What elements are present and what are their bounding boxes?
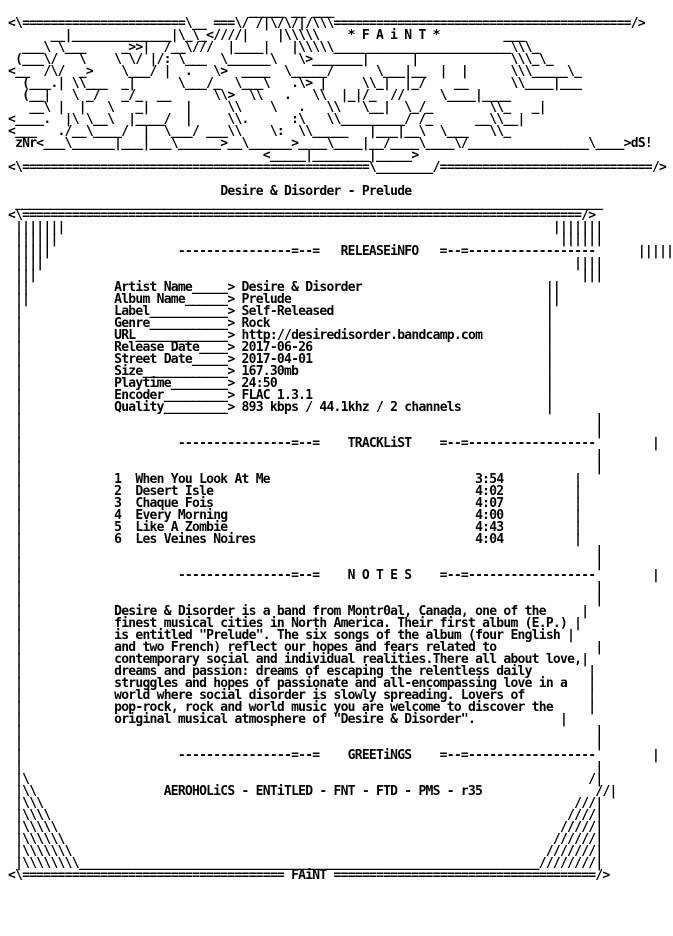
track-time: 4:02 xyxy=(475,484,504,499)
greetings-line: AEROHOLiCS - ENTiTLED - FNT - FTD - PMS - r35 xyxy=(163,784,483,799)
notes-line: and two French) reflect our hopes and fears related to xyxy=(114,640,497,655)
track-title: Chaque Fois xyxy=(135,496,214,511)
tracklist-header: ----------------=--= TRACKLiST =--=------------------ xyxy=(114,436,596,451)
release-info-row: Artist Name_____> xyxy=(114,280,235,295)
release-info-value: 2017-04-01 xyxy=(241,352,313,367)
notes-line: original musical atmosphere of "Desire & Disorder". xyxy=(114,712,476,727)
track-title: Les Veines Noires xyxy=(135,532,256,547)
release-info-row: Genre___________> xyxy=(114,316,235,331)
notes-line: finest musical cities in North America. Their first album (E.P.) xyxy=(114,616,568,631)
release-info-value: FLAC 1.3.1 xyxy=(241,388,313,403)
release-info-value: 24:50 xyxy=(241,376,277,391)
notes-line: pop-rock, rock and world music you are welcome to discover the xyxy=(114,700,553,715)
track-number: 5 xyxy=(114,520,122,535)
track-time: 4:00 xyxy=(475,508,504,523)
release-info-value: Self-Released xyxy=(241,304,334,319)
notes-line: world where social disorder is slowly spreading. Lovers of xyxy=(114,688,525,703)
track-time: 4:07 xyxy=(475,496,504,511)
release-info-row: Quality_________> xyxy=(114,400,235,415)
release-info-row: URL_____________> xyxy=(114,328,235,343)
release-info-value: Desire & Disorder xyxy=(241,280,362,295)
track-title: Desert Isle xyxy=(135,484,214,499)
notes-line: Desire & Disorder is a band from Montr0al, Canada, one of the xyxy=(114,604,546,619)
release-info-row: Release Date____> xyxy=(114,340,235,355)
release-info-row: Street Date_____> xyxy=(114,352,235,367)
track-number: 1 xyxy=(114,472,122,487)
release-info-row: Size____________> xyxy=(114,364,235,379)
track-title: When You Look At Me xyxy=(135,472,270,487)
release-info-value: http://desiredisorder.bandcamp.com xyxy=(241,328,483,343)
release-info-row: Playtime________> xyxy=(114,376,235,391)
release-title: Desire & Disorder - Prelude xyxy=(220,184,412,199)
release-info-row: Encoder_________> xyxy=(114,388,235,403)
track-title: Every Morning xyxy=(135,508,228,523)
release-info-value: 2017-06-26 xyxy=(241,340,313,355)
track-time: 4:43 xyxy=(475,520,504,535)
release-info-value: Prelude xyxy=(241,292,292,307)
track-number: 2 xyxy=(114,484,122,499)
notes-line: is entitled "Prelude". The six songs of the album (four English xyxy=(114,628,560,643)
greetings-header: ----------------=--= GREETiNGS =--=------------------ xyxy=(114,748,596,763)
track-number: 6 xyxy=(114,532,122,547)
track-time: 3:54 xyxy=(475,472,504,487)
notes-line: contemporary social and individual realities.There all about love, xyxy=(114,652,582,667)
notes-line: dreams and passion: dreams of escaping the relentless daily xyxy=(114,664,532,679)
track-number: 3 xyxy=(114,496,122,511)
release-info-row: Label___________> xyxy=(114,304,235,319)
release-info-row: Album Name______> xyxy=(114,292,235,307)
releaseinfo-header: ----------------=--= RELEASEiNFO =--=------------------ xyxy=(114,244,596,259)
track-title: Like A Zombie xyxy=(135,520,228,535)
track-number: 4 xyxy=(114,508,122,523)
notes-header: ----------------=--= N O T E S =--=------------------ xyxy=(114,568,596,583)
release-info-value: 167.30mb xyxy=(241,364,299,379)
notes-line: struggles and hopes of passionate and all-encompassing love in a xyxy=(114,676,568,691)
frame-top-border: ___________________________________________________________________________________ <\===============================================================================/> xyxy=(8,196,603,223)
faint-ascii-logo: _____ __ ___ <\=======================\__ ===\/ /|\/\/|/\\\==========================================/> __|______________|\_\_<////| |\\\\\ * F A i N T * ___ ___\ \___ _>>| /__\/// |____| |\\\\\_________________________\\\_ (___\/ \ \ \/ |/: \___ \______\ \>_______| | \\\_\_ <__ /\/ _> \___/ | . \> ____ \_____/ \___|__ | | \\\_____\_ (___.| \\___ _| \___/_ \___\ .\> | \\_| |_/ __ \\____|___ (__| \ _/ _/_ __ \\> \\ . \\ |_|/_ // \____|____ __\ | | \ _| | \\ \ . \\ \__| \_/_ \\_ _| <____. |\ \__\ |____/ | \\. :\ \\_________/ /_ __\\__| <___ ./__\____/ | \___/ ___\\ \: \\_____ |___|__\ \___ \\_ zNr<___\______|___|___\______>__\______>____\____|__/____\____\/_________________\____>dS! <_____|________|_____> <\=================================================\________/==============================/> xyxy=(8,4,667,175)
nfo-document: _____ __ ___ <\=======================\__ ===\/ /|\/\/|/\\\==========================================/> __|______________|\_\_<////| |\\\\\ * F A i N T * ___ ___\ \___ _>>| /__\/// |____| |\\\\\_________________________\\\_ (___\/ \ \ \/ |/: \___ \______\ \>_______| | \\\_\_ <__ /\/ _> \___/ | . \> ____ \_____/ \___|__ | | \\\_____\_ (___.| \\___ _| \___/_ \___\ .\> | \\_| |_/ __ \\____|___ (__| \ _/ _/_ __ \\> \\ . \\ |_|/_ // \____|____ __\ | | \ _| | \\ \ . \\ \__| \_/_ \\_ _| <____. |\ \__\ |____/ | \\. :\ \\_________/ /_ __\\__| <___ ./__\____/ | \___/ ___\\ \: \\_____ |___|__\ \___ \\_ zNr<___\______|___|___\______>__\______>____\____|__/____\____\/_________________\____>dS! <_____|________|_____> <\=================================================\________/==============================/> Desire & Disorder - Prelude ___________________________________________________________________________________ <\===============================================================================/> ||||||| ||||||| |||||| |||||| ||||| ----------------=--= RELEASEiNFO =--=------------------ ||||| |||| |||| ||| ||| || Artist Name_____> Desire & Disorder || || Album Name______> Prelude || | Label___________> Self-Released | | Genre___________> Rock | | URL_____________> http://desiredisorder.bandcamp.com | | Release Date____> 2017-06-26 | | Street Date_____> 2017-04-01 | | Size____________> 167.30mb | | Playtime________> 24:50 | | Encoder_________> FLAC 1.3.1 | | Quality_________> 893 kbps / 44.1khz / 2 channels | | | | | | ----------------=--= TRACKLiST =--=------------------ | | | | | | 1 When You Look At Me 3:54 | | 2 Desert Isle 4:02 | | 3 Chaque Fois 4:07 | | 4 Every Morning 4:00 | | 5 Like A Zombie 4:43 | | 6 Les Veines Noires 4:04 | | | | | | ----------------=--= N O T E S =--=------------------ | | | | | | Desire & Disorder is a band from Montr0al, Canada, one of the | | finest musical cities in North America. Their first album (E.P.) | | is entitled "Prelude". The six songs of the album (four English | | and two French) reflect our hopes and fears related to | | contemporary social and individual realities.There all about love,| | dreams and passion: dreams of escaping the relentless daily | | struggles and hopes of passionate and all-encompassing love in a | | world where social disorder is slowly spreading. Lovers of | | pop-rock, rock and world music you are welcome to discover the | | original musical atmosphere of "Desire & Disorder". | | | | | | ----------------=--= GREETiNGS =--=------------------ | | | |\ /| |\\ AEROHOLiCS - ENTiTLED - FNT - FTD - PMS - r35 //| |\\\ ///| |\\\\ ////| |\\\\\ /////| |\\\\\\ //////| |\\\\\\\ ///////| |\\\\\\\\_________________________________________________________________////////| <\===================================== FAiNT =====================================/> xyxy=(8,4,673,883)
release-info-value: 893 kbps / 44.1khz / 2 channels xyxy=(241,400,461,415)
release-info-value: Rock xyxy=(241,316,270,331)
track-time: 4:04 xyxy=(475,532,504,547)
footer-tag: FAiNT xyxy=(291,868,327,883)
